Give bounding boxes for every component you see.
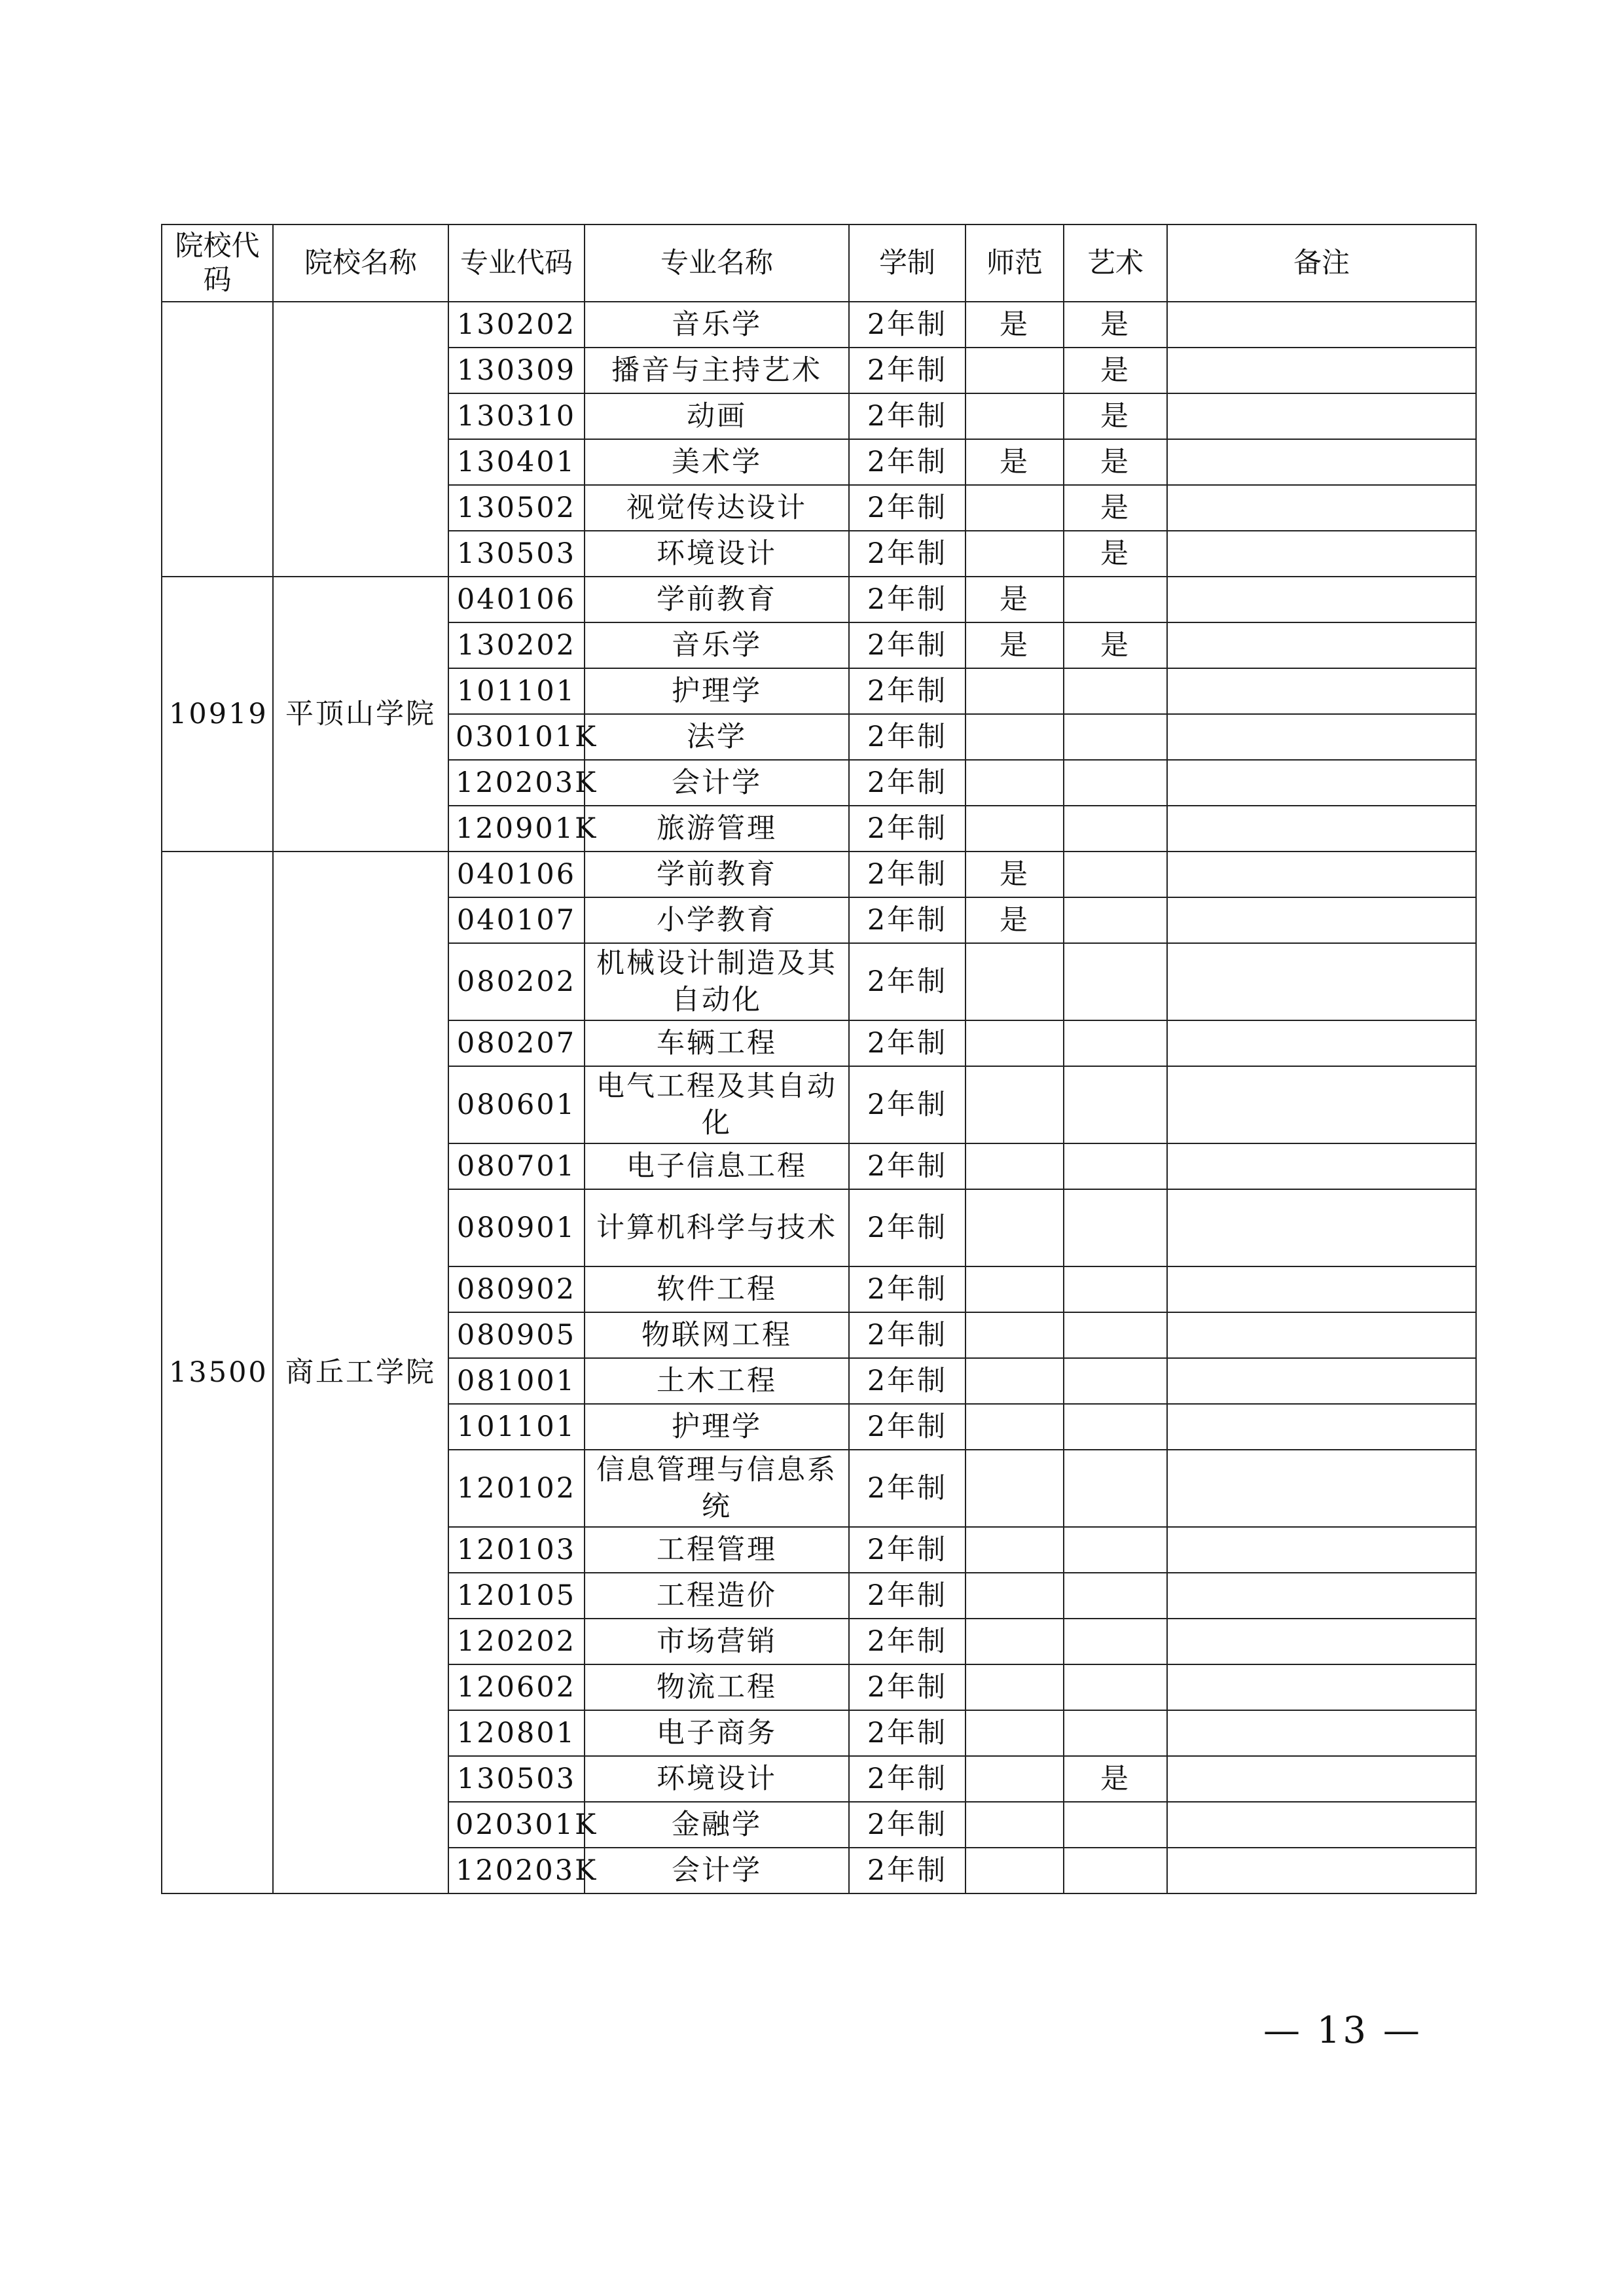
art-cell xyxy=(1064,943,1167,1020)
major-code-cell: 101101 xyxy=(448,668,585,714)
header-remark: 备注 xyxy=(1167,224,1476,302)
duration-cell: 2年制 xyxy=(849,1066,965,1143)
art-cell xyxy=(1064,760,1167,806)
duration-cell: 2年制 xyxy=(849,531,965,577)
duration-cell: 2年制 xyxy=(849,348,965,393)
school-code-cell: 13500 xyxy=(162,852,273,1893)
duration-cell: 2年制 xyxy=(849,1848,965,1893)
header-row xyxy=(162,224,1476,302)
normal-cell xyxy=(965,1066,1064,1143)
major-code-cell: 101101 xyxy=(448,1404,585,1450)
major-code-cell: 080905 xyxy=(448,1312,585,1358)
art-cell xyxy=(1064,1848,1167,1893)
normal-cell: 是 xyxy=(965,622,1064,668)
remark-cell xyxy=(1167,897,1476,943)
duration-cell: 2年制 xyxy=(849,577,965,622)
major-name-cell: 电子商务 xyxy=(585,1710,849,1756)
duration-cell: 2年制 xyxy=(849,760,965,806)
normal-cell xyxy=(965,1527,1064,1573)
major-name-cell: 信息管理与信息系统 xyxy=(585,1450,849,1527)
duration-cell: 2年制 xyxy=(849,1619,965,1664)
remark-cell xyxy=(1167,1756,1476,1802)
major-name-cell: 播音与主持艺术 xyxy=(585,348,849,393)
remark-cell xyxy=(1167,1143,1476,1189)
major-code-cell: 120203K xyxy=(448,760,585,806)
art-cell xyxy=(1064,1573,1167,1619)
remark-cell xyxy=(1167,348,1476,393)
duration-cell: 2年制 xyxy=(849,1266,965,1312)
art-cell xyxy=(1064,714,1167,760)
art-cell: 是 xyxy=(1064,485,1167,531)
art-cell: 是 xyxy=(1064,348,1167,393)
major-name-cell: 市场营销 xyxy=(585,1619,849,1664)
major-code-cell: 120602 xyxy=(448,1664,585,1710)
major-name-cell: 土木工程 xyxy=(585,1358,849,1404)
normal-cell xyxy=(965,531,1064,577)
normal-cell xyxy=(965,1312,1064,1358)
art-cell: 是 xyxy=(1064,439,1167,485)
remark-cell xyxy=(1167,439,1476,485)
major-code-cell: 130401 xyxy=(448,439,585,485)
major-name-cell: 法学 xyxy=(585,714,849,760)
major-name-cell: 环境设计 xyxy=(585,531,849,577)
remark-cell xyxy=(1167,714,1476,760)
duration-cell: 2年制 xyxy=(849,1020,965,1066)
table-row xyxy=(162,302,1476,348)
major-name-cell: 物联网工程 xyxy=(585,1312,849,1358)
remark-cell xyxy=(1167,1802,1476,1848)
remark-cell xyxy=(1167,1573,1476,1619)
art-cell xyxy=(1064,577,1167,622)
duration-cell: 2年制 xyxy=(849,1450,965,1527)
remark-cell xyxy=(1167,1619,1476,1664)
remark-cell xyxy=(1167,531,1476,577)
art-cell xyxy=(1064,1450,1167,1527)
art-cell xyxy=(1064,1189,1167,1266)
major-code-cell: 130202 xyxy=(448,302,585,348)
major-name-cell: 软件工程 xyxy=(585,1266,849,1312)
normal-cell xyxy=(965,1404,1064,1450)
duration-cell: 2年制 xyxy=(849,622,965,668)
major-name-cell: 护理学 xyxy=(585,1404,849,1450)
art-cell: 是 xyxy=(1064,302,1167,348)
art-cell xyxy=(1064,806,1167,852)
remark-cell xyxy=(1167,1848,1476,1893)
remark-cell xyxy=(1167,668,1476,714)
remark-cell xyxy=(1167,393,1476,439)
major-code-cell: 120202 xyxy=(448,1619,585,1664)
major-name-cell: 会计学 xyxy=(585,760,849,806)
art-cell: 是 xyxy=(1064,1756,1167,1802)
art-cell xyxy=(1064,1404,1167,1450)
art-cell xyxy=(1064,1619,1167,1664)
major-name-cell: 计算机科学与技术 xyxy=(585,1189,849,1266)
major-code-cell: 130503 xyxy=(448,1756,585,1802)
normal-cell xyxy=(965,1802,1064,1848)
remark-cell xyxy=(1167,1266,1476,1312)
major-code-cell: 080207 xyxy=(448,1020,585,1066)
table-body xyxy=(162,302,1476,1893)
art-cell xyxy=(1064,1664,1167,1710)
art-cell xyxy=(1064,852,1167,897)
major-code-cell: 120105 xyxy=(448,1573,585,1619)
major-code-cell: 120103 xyxy=(448,1527,585,1573)
major-code-cell: 020301K xyxy=(448,1802,585,1848)
remark-cell xyxy=(1167,1527,1476,1573)
normal-cell xyxy=(965,668,1064,714)
duration-cell: 2年制 xyxy=(849,1802,965,1848)
normal-cell: 是 xyxy=(965,852,1064,897)
art-cell: 是 xyxy=(1064,531,1167,577)
art-cell xyxy=(1064,1143,1167,1189)
art-cell xyxy=(1064,1527,1167,1573)
remark-cell xyxy=(1167,852,1476,897)
duration-cell: 2年制 xyxy=(849,302,965,348)
school-name-cell: 平顶山学院 xyxy=(273,577,448,852)
major-name-cell: 电气工程及其自动化 xyxy=(585,1066,849,1143)
header-school-code: 院校代码 xyxy=(162,224,273,302)
remark-cell xyxy=(1167,1020,1476,1066)
remark-cell xyxy=(1167,1450,1476,1527)
school-name-cell: 商丘工学院 xyxy=(273,852,448,1893)
major-code-cell: 080601 xyxy=(448,1066,585,1143)
normal-cell xyxy=(965,1756,1064,1802)
duration-cell: 2年制 xyxy=(849,1404,965,1450)
art-cell xyxy=(1064,897,1167,943)
duration-cell: 2年制 xyxy=(849,1527,965,1573)
header-duration: 学制 xyxy=(849,224,965,302)
table-row xyxy=(162,577,1476,622)
major-code-cell: 081001 xyxy=(448,1358,585,1404)
major-code-cell: 130502 xyxy=(448,485,585,531)
remark-cell xyxy=(1167,1710,1476,1756)
normal-cell xyxy=(965,1189,1064,1266)
normal-cell: 是 xyxy=(965,302,1064,348)
major-name-cell: 音乐学 xyxy=(585,622,849,668)
remark-cell xyxy=(1167,1358,1476,1404)
duration-cell: 2年制 xyxy=(849,1664,965,1710)
normal-cell xyxy=(965,1358,1064,1404)
normal-cell xyxy=(965,806,1064,852)
art-cell xyxy=(1064,1710,1167,1756)
normal-cell: 是 xyxy=(965,897,1064,943)
major-name-cell: 物流工程 xyxy=(585,1664,849,1710)
major-code-cell: 030101K xyxy=(448,714,585,760)
major-code-cell: 130503 xyxy=(448,531,585,577)
school-code-cell: 10919 xyxy=(162,577,273,852)
major-code-cell: 130309 xyxy=(448,348,585,393)
duration-cell: 2年制 xyxy=(849,1312,965,1358)
art-cell xyxy=(1064,1020,1167,1066)
school-code-cell xyxy=(162,302,273,577)
major-code-cell: 120801 xyxy=(448,1710,585,1756)
normal-cell xyxy=(965,1573,1064,1619)
normal-cell xyxy=(965,1710,1064,1756)
major-name-cell: 机械设计制造及其自动化 xyxy=(585,943,849,1020)
duration-cell: 2年制 xyxy=(849,1143,965,1189)
major-name-cell: 学前教育 xyxy=(585,577,849,622)
duration-cell: 2年制 xyxy=(849,485,965,531)
duration-cell: 2年制 xyxy=(849,852,965,897)
remark-cell xyxy=(1167,302,1476,348)
school-name-cell xyxy=(273,302,448,577)
remark-cell xyxy=(1167,1312,1476,1358)
major-name-cell: 小学教育 xyxy=(585,897,849,943)
remark-cell xyxy=(1167,485,1476,531)
major-name-cell: 旅游管理 xyxy=(585,806,849,852)
art-cell xyxy=(1064,1312,1167,1358)
major-name-cell: 动画 xyxy=(585,393,849,439)
art-cell xyxy=(1064,668,1167,714)
major-code-cell: 130202 xyxy=(448,622,585,668)
remark-cell xyxy=(1167,577,1476,622)
major-name-cell: 音乐学 xyxy=(585,302,849,348)
major-name-cell: 视觉传达设计 xyxy=(585,485,849,531)
page-number: — 13 — xyxy=(1263,2009,1422,2052)
normal-cell xyxy=(965,714,1064,760)
remark-cell xyxy=(1167,1664,1476,1710)
normal-cell xyxy=(965,1619,1064,1664)
major-name-cell: 护理学 xyxy=(585,668,849,714)
header-major-code: 专业代码 xyxy=(448,224,585,302)
normal-cell xyxy=(965,1450,1064,1527)
art-cell xyxy=(1064,1066,1167,1143)
art-cell xyxy=(1064,1358,1167,1404)
duration-cell: 2年制 xyxy=(849,1189,965,1266)
major-code-cell: 080902 xyxy=(448,1266,585,1312)
normal-cell xyxy=(965,760,1064,806)
normal-cell xyxy=(965,1664,1064,1710)
duration-cell: 2年制 xyxy=(849,806,965,852)
major-name-cell: 电子信息工程 xyxy=(585,1143,849,1189)
remark-cell xyxy=(1167,1189,1476,1266)
duration-cell: 2年制 xyxy=(849,714,965,760)
major-name-cell: 美术学 xyxy=(585,439,849,485)
normal-cell xyxy=(965,485,1064,531)
normal-cell xyxy=(965,1848,1064,1893)
remark-cell xyxy=(1167,1404,1476,1450)
major-name-cell: 工程管理 xyxy=(585,1527,849,1573)
header-major-name: 专业名称 xyxy=(585,224,849,302)
duration-cell: 2年制 xyxy=(849,943,965,1020)
duration-cell: 2年制 xyxy=(849,1358,965,1404)
duration-cell: 2年制 xyxy=(849,393,965,439)
major-code-cell: 040106 xyxy=(448,852,585,897)
duration-cell: 2年制 xyxy=(849,439,965,485)
major-name-cell: 会计学 xyxy=(585,1848,849,1893)
duration-cell: 2年制 xyxy=(849,897,965,943)
remark-cell xyxy=(1167,943,1476,1020)
major-code-cell: 080202 xyxy=(448,943,585,1020)
major-code-cell: 040106 xyxy=(448,577,585,622)
major-name-cell: 金融学 xyxy=(585,1802,849,1848)
major-name-cell: 学前教育 xyxy=(585,852,849,897)
normal-cell xyxy=(965,1143,1064,1189)
duration-cell: 2年制 xyxy=(849,1710,965,1756)
art-cell xyxy=(1064,1802,1167,1848)
majors-table xyxy=(161,224,1477,1894)
normal-cell: 是 xyxy=(965,577,1064,622)
header-art: 艺术 xyxy=(1064,224,1167,302)
major-code-cell: 130310 xyxy=(448,393,585,439)
normal-cell: 是 xyxy=(965,439,1064,485)
table-row xyxy=(162,852,1476,897)
art-cell xyxy=(1064,1266,1167,1312)
major-name-cell: 环境设计 xyxy=(585,1756,849,1802)
remark-cell xyxy=(1167,1066,1476,1143)
remark-cell xyxy=(1167,806,1476,852)
art-cell: 是 xyxy=(1064,622,1167,668)
normal-cell xyxy=(965,943,1064,1020)
header-normal: 师范 xyxy=(965,224,1064,302)
remark-cell xyxy=(1167,622,1476,668)
duration-cell: 2年制 xyxy=(849,1756,965,1802)
major-code-cell: 080701 xyxy=(448,1143,585,1189)
art-cell: 是 xyxy=(1064,393,1167,439)
major-code-cell: 120901K xyxy=(448,806,585,852)
major-code-cell: 120203K xyxy=(448,1848,585,1893)
normal-cell xyxy=(965,393,1064,439)
duration-cell: 2年制 xyxy=(849,1573,965,1619)
normal-cell xyxy=(965,1020,1064,1066)
remark-cell xyxy=(1167,760,1476,806)
duration-cell: 2年制 xyxy=(849,668,965,714)
major-code-cell: 120102 xyxy=(448,1450,585,1527)
major-code-cell: 040107 xyxy=(448,897,585,943)
header-school-name: 院校名称 xyxy=(273,224,448,302)
major-name-cell: 车辆工程 xyxy=(585,1020,849,1066)
major-name-cell: 工程造价 xyxy=(585,1573,849,1619)
normal-cell xyxy=(965,348,1064,393)
major-code-cell: 080901 xyxy=(448,1189,585,1266)
normal-cell xyxy=(965,1266,1064,1312)
